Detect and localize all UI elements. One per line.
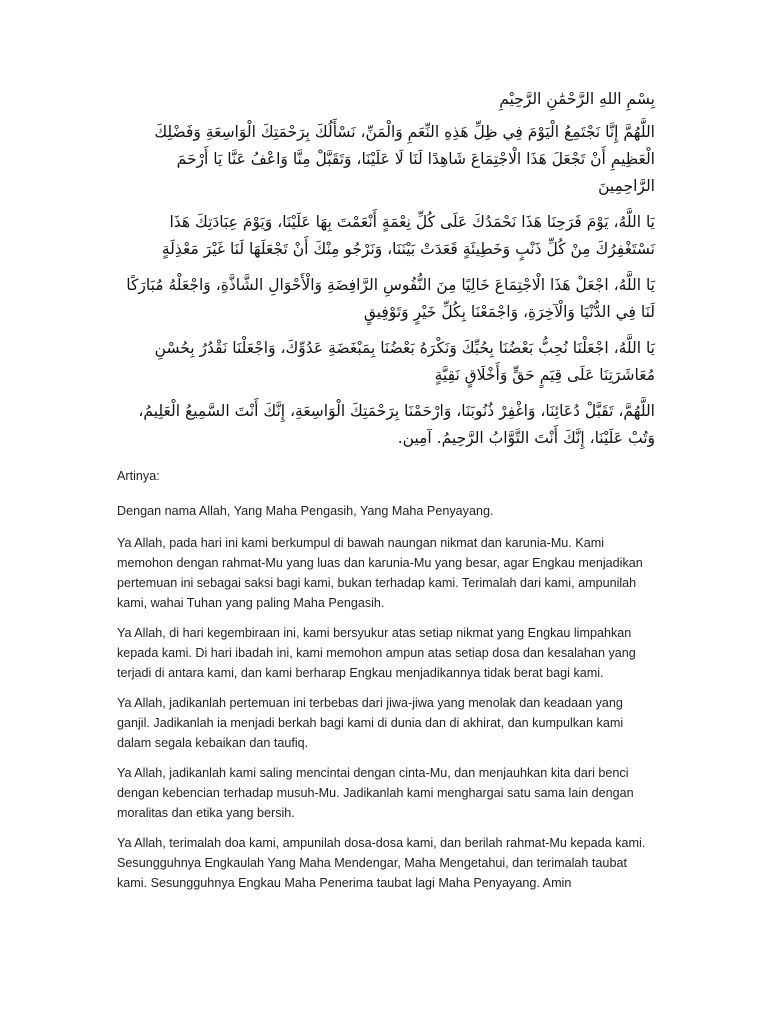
translation-paragraph-2: Ya Allah, di hari kegembiraan ini, kami bersyukur atas setiap nikmat yang Engkau limpahkan kepada kami. Di hari ibadah ini, kami memohon ampun atas setiap dosa dan kesalahan yang terjadi di antara kami, dan kami berharap Engkau menjadikannya tidak berat bagi kami. xyxy=(117,626,636,680)
arabic-paragraph-4: يَا اللَّهُ، اجْعَلْنَا نُحِبُّ بَعْضُنَا بِحُبِّكَ وَنَكْرَهُ بَعْضُنَا بِمَبْغَضَةِ عَدُوِّكَ، وَاجْعَلْنَا نَقْدُرُ بِحُسْنِ مُعَاشَرَتِنَا عَلَى قِيَمٍ حَقٍّ وَأَخْلَاقٍ نَقِيَّةٍ xyxy=(154,339,655,384)
arabic-paragraph-1: اللَّهُمَّ إِنَّا نَجْتَمِعُ الْيَوْمَ فِي ظِلِّ هَذِهِ النِّعَمِ وَالْمَنِّ، نَسْأَلُكَ بِرَحْمَتِكَ الْوَاسِعَةِ وَفَضْلِكَ الْعَظِيمِ أَنْ تَجْعَلَ هَذَا الْاجْتِمَاعَ شَاهِدًا لَنَا لَا عَلَيْنَا، وَتَقَبَّلْ مِنَّا وَاعْفُ عَنَّا يَا أَرْحَمَ الرَّاحِمِينَ xyxy=(154,123,655,195)
arabic-basmala: بِسْمِ اللهِ الرَّحْمَٰنِ الرَّحِيْمِ xyxy=(499,90,655,108)
translation-heading: Artinya: xyxy=(117,469,160,483)
arabic-paragraph-5: اللَّهُمَّ، تَقَبَّلْ دُعَائِنَا، وَاغْفِرْ ذُنُوبَنَا، وَارْحَمْنَا بِرَحْمَتِكَ الْوَاسِعَةِ، إِنَّكَ أَنْتَ السَّمِيعُ الْعَلِيمُ، وَتُبْ عَلَيْنَا، إِنَّكَ أَنْتَ التَّوَّابُ الرَّحِيمُ. آمِين. xyxy=(138,402,655,447)
translation-paragraph-5: Ya Allah, terimalah doa kami, ampunilah dosa-dosa kami, dan berilah rahmat-Mu kepada kami. Sesungguhnya Engkaulah Yang Maha Mendengar, Maha Mengetahui, dan terimalah taubat kami. Sesungguhnya Engkau Maha Penerima taubat lagi Maha Penyayang. Amin xyxy=(117,836,646,890)
document-page xyxy=(117,86,655,903)
translation-paragraph-4: Ya Allah, jadikanlah kami saling mencintai dengan cinta-Mu, dan menjauhkan kita dari benci dengan kebencian terhadap musuh-Mu. Jadikanlah kami menghargai satu sama lain dengan moralitas dan etika yang bersih. xyxy=(117,766,634,820)
translation-paragraph-1: Ya Allah, pada hari ini kami berkumpul di bawah naungan nikmat dan karunia-Mu. Kami memohon dengan rahmat-Mu yang luas dan karunia-Mu yang besar, agar Engkau menjadikan pertemuan ini sebagai saksi bagi kami, bukan terhadap kami. Terimalah dari kami, ampunilah kami, wahai Tuhan yang paling Maha Pengasih. xyxy=(117,536,643,610)
arabic-paragraph-2: يَا اللَّهُ، يَوْمَ فَرَحِنَا هَذَا نَحْمَدُكَ عَلَى كُلِّ نِعْمَةٍ أَنْعَمْتَ بِهَا عَلَيْنَا، وَيَوْمَ عِبَادَتِكَ هَذَا نَسْتَغْفِرُكَ مِنْ كُلِّ ذَنْبٍ وَخَطِيئَةٍ قَعَدَتْ بَيْنَنَا، وَنَرْجُو مِنْكَ أَنْ تَجْعَلَهَا لَنَا غَيْرَ مَعْذِلَةٍ xyxy=(161,213,655,258)
translation-opening: Dengan nama Allah, Yang Maha Pengasih, Yang Maha Penyayang. xyxy=(117,504,494,518)
arabic-paragraph-3: يَا اللَّهُ، اجْعَلْ هَذَا الْاجْتِمَاعَ خَالِيًا مِنَ النُّفُوسِ الرَّافِضَةِ وَالْأَحْوَالِ الشَّاذَّةِ، وَاجْعَلْهُ مُبَارَكًا لَنَا فِي الدُّنْيَا وَالْآخِرَةِ، وَاجْمَعْنَا بِكُلِّ خَيْرٍ وَتَوْفِيقٍ xyxy=(126,276,655,321)
translation-paragraph-3: Ya Allah, jadikanlah pertemuan ini terbebas dari jiwa-jiwa yang menolak dan keadaan yang ganjil. Jadikanlah ia menjadi berkah bagi kami di dunia dan di akhirat, dan kumpulkan kami dalam segala kebaikan dan taufiq. xyxy=(117,696,624,750)
arabic-prayer xyxy=(117,86,655,452)
translation-section xyxy=(117,466,655,893)
